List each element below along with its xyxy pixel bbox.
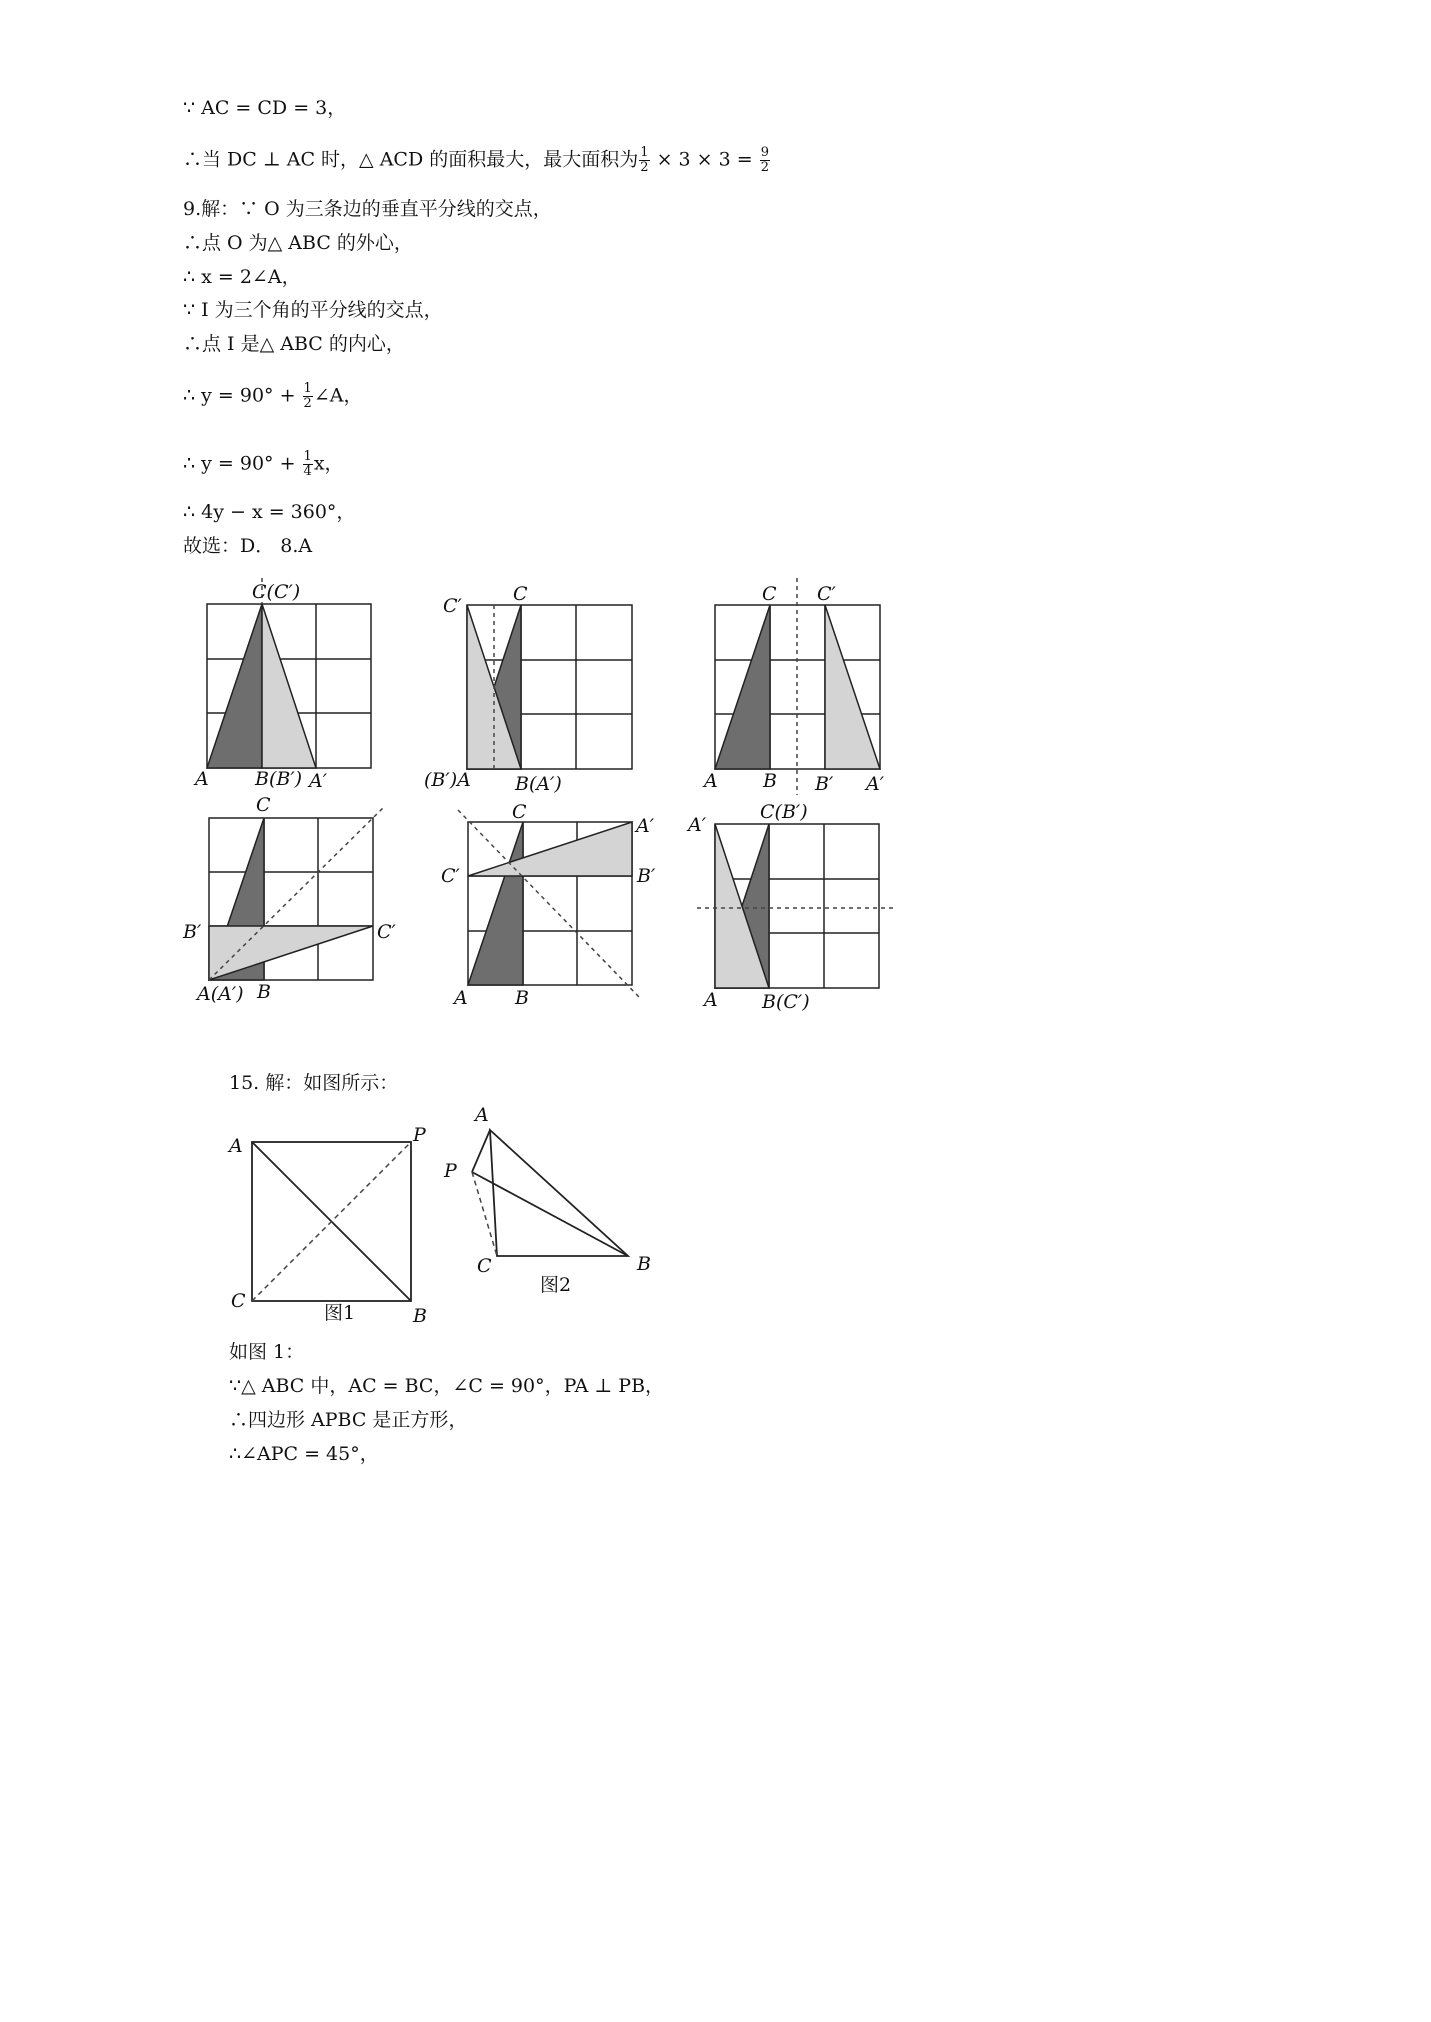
g3-label-cp: C′	[817, 583, 836, 605]
line-3: 9.解：∵ O 为三条边的垂直平分线的交点，	[183, 198, 552, 220]
line-8-text: ∴ y = 90° +	[183, 384, 302, 407]
fig2-label-b: B	[637, 1253, 651, 1275]
g6-label-cbp: C(B′)	[760, 801, 808, 823]
figure-2	[443, 1104, 651, 1296]
line-2-text: ∴当 DC ⊥ AC 时，△ ACD 的面积最大，最大面积为	[183, 148, 639, 171]
g2-label-bap: B(A′)	[515, 773, 562, 795]
g3-label-bp: B′	[815, 773, 834, 795]
line-1: ∵ AC = CD = 3，	[183, 97, 347, 119]
fig2-caption: 图2	[540, 1274, 572, 1296]
g4-label-c: C	[256, 794, 271, 816]
line-15: ∴四边形 APBC 是正方形，	[229, 1409, 468, 1431]
line-14: ∵△ ABC 中，AC = BC，∠C = 90°，PA ⊥ PB，	[229, 1375, 665, 1397]
g1-label-ap: A′	[309, 770, 328, 792]
g2-label-bpa: (B′)A	[424, 769, 471, 791]
fig2-label-c: C	[477, 1255, 492, 1277]
g4-label-b: B	[257, 981, 271, 1003]
fig1-label-c: C	[231, 1290, 246, 1312]
fig2-label-a: A	[475, 1104, 489, 1126]
line-9-end: x，	[313, 452, 344, 475]
figure-1	[227, 1124, 427, 1327]
g5-label-ap: A′	[636, 815, 655, 837]
g5-label-b: B	[515, 987, 529, 1009]
fig1-label-p: P	[413, 1124, 426, 1146]
fig1-label-a: A	[229, 1135, 243, 1157]
g1-label-c: C(C′)	[252, 581, 301, 603]
g5-label-a: A	[454, 987, 468, 1009]
fig1-caption: 图1	[324, 1302, 356, 1324]
line-16: ∴∠APC = 45°，	[229, 1443, 379, 1465]
g4-label-bp: B′	[183, 921, 202, 943]
fraction-half: $\frac{1}{2}$	[640, 145, 649, 175]
line-4: ∴点 O 为△ ABC 的外心，	[183, 232, 413, 254]
line-7: ∴点 I 是△ ABC 的内心，	[183, 333, 405, 355]
g1-label-b: B(B′)	[255, 768, 303, 790]
g3-label-ap: A′	[866, 773, 885, 795]
fraction-nine-halves: $\frac{9}{2}$	[760, 145, 769, 175]
fraction-half-2: $\frac{1}{2}$	[303, 381, 312, 411]
g5-label-c: C	[512, 801, 527, 823]
g6-label-bcp: B(C′)	[762, 991, 810, 1013]
g2-label-c: C	[513, 583, 528, 605]
line-11: 故选：D． 8.A	[183, 535, 313, 557]
g5-label-bp: B′	[637, 865, 656, 887]
g3-label-a: A	[704, 770, 718, 792]
g4-label-cp: C′	[377, 921, 396, 943]
g6-label-a: A	[704, 989, 718, 1011]
g4-label-aap: A(A′)	[197, 983, 244, 1005]
fig1-label-b: B	[413, 1305, 427, 1327]
line-10: ∴ 4y − x = 360°，	[183, 501, 356, 523]
g1-label-a: A	[195, 768, 209, 790]
line-5: ∴ x = 2∠A，	[183, 266, 301, 288]
line-2-mid: × 3 × 3 =	[650, 148, 759, 171]
g6-label-ap: A′	[688, 814, 707, 836]
g3-label-c: C	[762, 583, 777, 605]
line-12: 15. 解：如图所示：	[229, 1072, 399, 1094]
g3-label-b: B	[763, 770, 777, 792]
g2-label-cp: C′	[443, 595, 462, 617]
line-9-text: ∴ y = 90° +	[183, 452, 302, 475]
segment-pa	[472, 1130, 490, 1172]
line-8-end: ∠A，	[313, 384, 363, 407]
fig2-label-p: P	[444, 1160, 457, 1182]
line-6: ∵ I 为三个角的平分线的交点，	[183, 299, 443, 321]
g5-label-cp: C′	[441, 865, 460, 887]
fraction-quarter: $\frac{1}{4}$	[303, 449, 312, 479]
line-13: 如图 1：	[229, 1341, 305, 1363]
